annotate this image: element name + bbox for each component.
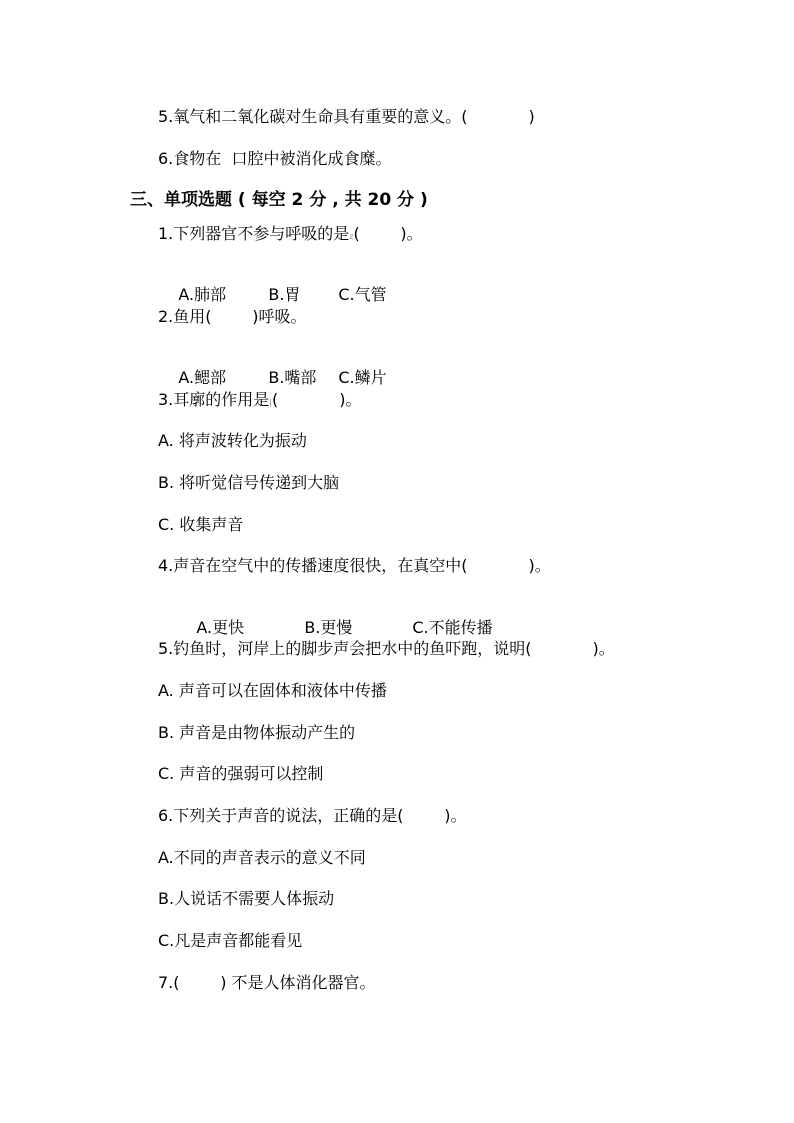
option-b: B.胃 bbox=[268, 285, 301, 304]
question-3-stem-blank: ( )。 bbox=[271, 390, 362, 409]
question-3-option-c: C. 收集声音 bbox=[158, 515, 244, 534]
question-3-option-b: B. 将听觉信号传递到大脑 bbox=[158, 473, 340, 492]
stray-mark: z bbox=[349, 232, 354, 241]
judge-item-6: 6.食物在 口腔中被消化成食糜。 bbox=[158, 149, 392, 168]
question-2-stem: 2.鱼用( )呼吸。 bbox=[158, 307, 307, 326]
question-7-stem: 7.( ) 不是人体消化器官。 bbox=[158, 973, 376, 992]
question-4-stem: 4.声音在空气中的传播速度很快，在真空中( )。 bbox=[158, 556, 551, 575]
option-c: C.鳞片 bbox=[338, 368, 387, 387]
question-1-stem-blank: ( )。 bbox=[353, 224, 423, 243]
option-c: C.不能传播 bbox=[412, 618, 493, 637]
question-3-stem-text: 3.耳廓的作用是 bbox=[158, 390, 270, 409]
question-5-option-c: C. 声音的强弱可以控制 bbox=[158, 764, 324, 783]
question-6-stem: 6.下列关于声音的说法，正确的是( )。 bbox=[158, 806, 467, 825]
question-6-option-b: B.人说话不需要人体振动 bbox=[158, 889, 335, 908]
option-a: A.肺部 bbox=[178, 285, 227, 304]
option-b: B.更慢 bbox=[304, 618, 353, 637]
judge-item-5: 5.氧气和二氧化碳对生命具有重要的意义。( ) bbox=[158, 107, 535, 126]
section-title: 三、单项选题 ( 每空 2 分 , 共 20 分 ) bbox=[130, 190, 428, 210]
question-3-stem bbox=[158, 390, 362, 413]
option-c: C.气管 bbox=[338, 285, 387, 304]
question-5-stem: 5.钓鱼时，河岸上的脚步声会把水中的鱼吓跑，说明( )。 bbox=[158, 639, 615, 658]
question-3-option-a: A. 将声波转化为振动 bbox=[158, 431, 307, 450]
question-1-stem-text: 1.下列器官不参与呼吸的是 bbox=[158, 224, 350, 243]
question-5-option-a: A. 声音可以在固体和液体中传播 bbox=[158, 681, 387, 700]
question-5-option-b: B. 声音是由物体振动产生的 bbox=[158, 723, 356, 742]
option-a: A.更快 bbox=[196, 618, 245, 637]
stray-mark: | bbox=[269, 398, 272, 407]
question-1-stem bbox=[158, 224, 423, 247]
option-b: B.嘴部 bbox=[268, 368, 317, 387]
question-6-option-c: C.凡是声音都能看见 bbox=[158, 931, 303, 950]
question-6-option-a: A.不同的声音表示的意义不同 bbox=[158, 848, 366, 867]
option-a: A.鳃部 bbox=[178, 368, 227, 387]
